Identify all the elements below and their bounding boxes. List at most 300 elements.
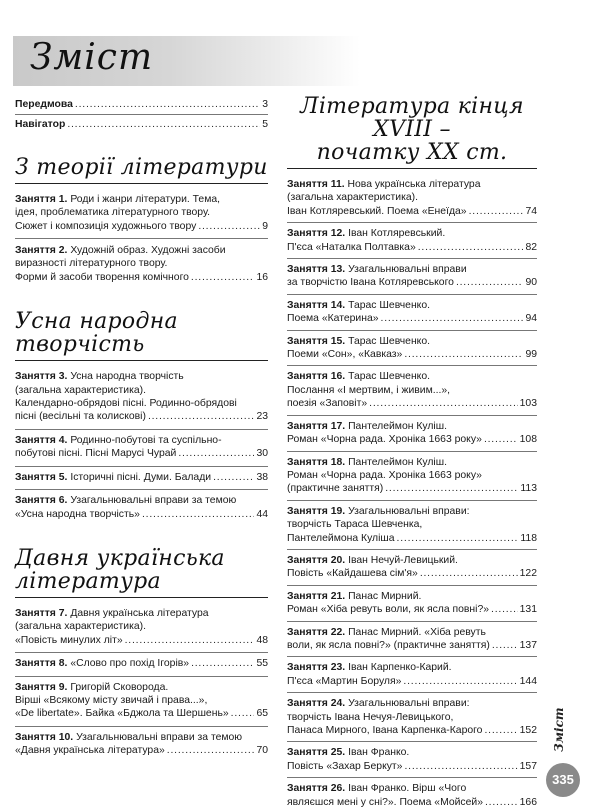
dot-leader	[191, 271, 255, 284]
dot-leader	[67, 118, 260, 131]
entry-page-number: 74	[525, 205, 537, 217]
entry-text: Іван Франко. Вірш «Чого	[348, 783, 467, 795]
entry-page-number: 90	[525, 277, 537, 289]
dot-leader	[167, 744, 255, 757]
entry-text	[287, 675, 401, 688]
entry-lesson-label: Заняття 2.	[15, 245, 68, 257]
entry-title: Повість «Кайдашева сім'я»	[287, 568, 418, 580]
entry-text: Роди і жанри літератури. Тема,	[70, 193, 221, 205]
entry-title: «Давня українська література»	[15, 745, 165, 757]
entry-separator	[15, 652, 268, 653]
entry-page-number: 166	[519, 796, 537, 808]
toc-left-column	[15, 98, 268, 758]
dot-leader	[381, 312, 524, 325]
toc-entry[interactable]	[15, 657, 268, 670]
section-heading	[15, 310, 268, 361]
entry-separator	[15, 676, 268, 677]
toc-entry[interactable]	[15, 434, 268, 461]
toc-entry[interactable]	[287, 746, 537, 773]
entry-lesson-label: Заняття 6.	[15, 495, 68, 507]
entry-text: Іван Франко.	[348, 747, 410, 759]
entry-text: Тарас Шевченко.	[348, 299, 431, 311]
toc-entry[interactable]	[15, 244, 268, 284]
entry-title: Повість «Захар Беркут»	[287, 760, 403, 772]
entry-lesson-label: Заняття 12.	[287, 228, 346, 240]
entry-separator	[287, 585, 537, 586]
toc-entry[interactable]	[15, 98, 268, 111]
entry-title: П'єса «Мартин Боруля»	[287, 675, 402, 687]
dot-leader	[142, 508, 254, 521]
entry-text-line	[287, 746, 537, 759]
entry-separator	[15, 466, 268, 467]
entry-title: являєшся мені у сні?». Поема «Мойсей»	[287, 796, 483, 808]
entry-text: Узагальнювальні вправи за темою	[76, 731, 243, 743]
entry-lesson-label: Заняття 8.	[15, 658, 68, 670]
entry-text: (загальна характеристика).	[15, 621, 146, 633]
dot-leader	[178, 447, 254, 460]
toc-entry[interactable]	[287, 554, 537, 581]
entry-text	[15, 508, 140, 521]
entry-text	[287, 603, 489, 616]
entry-text-line	[287, 711, 537, 724]
entry-page-number: 94	[525, 313, 537, 325]
toc-entry[interactable]	[287, 626, 537, 653]
dot-leader	[456, 276, 524, 289]
entry-text-line	[15, 397, 268, 410]
entry-text	[287, 724, 482, 737]
entry-last-line	[287, 241, 537, 254]
entry-text: Послання «І мертвим, і живим...»,	[287, 384, 451, 396]
toc-entry[interactable]	[287, 590, 537, 617]
dot-leader	[469, 205, 524, 218]
section-heading	[287, 95, 537, 169]
entry-separator	[287, 330, 537, 331]
entry-text: творчість Івана Нечуя-Левицького,	[287, 711, 454, 723]
entry-page-number: 137	[519, 639, 537, 651]
entry-text: Вірші «Всякому місту звичай і права...»,	[15, 694, 208, 706]
entry-text: ідея, проблематика літературного твору.	[15, 207, 210, 219]
entry-text-line	[15, 257, 268, 270]
entry-text-line	[287, 518, 537, 531]
entry-text-line	[15, 494, 268, 507]
entry-last-line	[15, 744, 268, 757]
entry-page-number: 44	[256, 508, 268, 520]
entry-page-number: 30	[256, 448, 268, 460]
section-rule	[15, 597, 268, 598]
entry-last-line	[287, 639, 537, 652]
entry-last-line	[287, 433, 537, 446]
entry-text: Тарас Шевченко.	[348, 371, 431, 383]
entry-text-line	[287, 697, 537, 710]
entry-lesson-label: Заняття 16.	[287, 371, 346, 383]
entry-last-line	[287, 482, 537, 495]
entry-text-line	[15, 620, 268, 633]
toc-entry[interactable]	[15, 193, 268, 233]
entry-text-line	[287, 782, 537, 795]
entry-title: «Повість минулих літ»	[15, 634, 123, 646]
entry-text	[15, 657, 189, 670]
dot-leader	[198, 220, 260, 233]
entry-last-line	[287, 532, 537, 545]
entry-text: Роман «Чорна рада. Хроніка 1663 року»	[287, 469, 482, 481]
toc-entry[interactable]	[15, 370, 268, 424]
entry-text-line	[287, 554, 537, 567]
entry-separator	[287, 415, 537, 416]
entry-text: Пантелеймон Куліш.	[348, 456, 447, 468]
entry-text-line	[15, 193, 268, 206]
entry-separator	[287, 656, 537, 657]
entry-page-number: 82	[525, 241, 537, 253]
toc-entry[interactable]	[15, 118, 268, 131]
entry-text-line	[287, 370, 537, 383]
entry-page-number: 65	[256, 708, 268, 720]
entry-text-line	[287, 505, 537, 518]
entry-text: Узагальнювальні вправи:	[348, 505, 470, 517]
toc-entry[interactable]	[287, 456, 537, 496]
entry-text-line	[287, 263, 537, 276]
entry-separator	[15, 429, 268, 430]
entry-text-line	[15, 731, 268, 744]
entry-separator	[287, 365, 537, 366]
toc-entry[interactable]	[287, 178, 537, 218]
entry-page-number: 5	[262, 119, 268, 131]
entry-text: Узагальнювальні вправи за темою	[70, 495, 237, 507]
entry-page-number: 23	[256, 411, 268, 423]
entry-title: «Слово про похід Ігорів»	[70, 658, 190, 670]
entry-text-line	[287, 191, 537, 204]
dot-leader	[492, 639, 518, 652]
entry-lesson-label: Заняття 1.	[15, 193, 68, 205]
entry-title: за творчістю Івана Котляревського	[287, 277, 454, 289]
entry-text: Календарно-обрядові пісні. Родинно-обрядові	[15, 398, 237, 410]
entry-lesson-label: Передмова	[15, 99, 73, 110]
toc-entry[interactable]	[15, 681, 268, 721]
section-title-line: початку XX ст.	[316, 140, 508, 165]
entry-last-line	[15, 447, 268, 460]
dot-leader	[418, 241, 524, 254]
section-title-line: З теорії літератури	[15, 154, 268, 180]
section-rule	[15, 360, 268, 361]
entry-separator	[15, 726, 268, 727]
entry-last-line	[15, 271, 268, 284]
entry-separator	[15, 238, 268, 239]
entry-title: пісні (весільні та колискові)	[15, 411, 146, 423]
entry-separator	[287, 741, 537, 742]
entry-page-number: 70	[256, 745, 268, 757]
toc-entry[interactable]	[287, 505, 537, 545]
dot-leader	[75, 98, 260, 111]
entry-last-line	[15, 657, 268, 670]
dot-leader	[484, 724, 517, 737]
entry-text-line	[287, 335, 537, 348]
entry-title: Пантелеймона Куліша	[287, 532, 395, 544]
entry-text-line	[287, 469, 537, 482]
toc-entry[interactable]	[15, 607, 268, 647]
toc-entry[interactable]	[287, 420, 537, 447]
dot-leader	[369, 397, 518, 410]
entry-lesson-label: Заняття 26.	[287, 783, 346, 795]
entry-last-line	[15, 508, 268, 521]
toc-entry[interactable]	[287, 370, 537, 410]
entry-lesson-label: Заняття 22.	[287, 626, 346, 638]
entry-text-line	[287, 227, 537, 240]
entry-text	[287, 312, 379, 325]
toc-entry[interactable]	[287, 782, 537, 809]
toc-entry[interactable]	[15, 731, 268, 758]
entry-lesson-label: Заняття 25.	[287, 747, 346, 759]
entry-title: П'єса «Наталка Полтавка»	[287, 241, 416, 253]
entry-text: Іван Карпенко-Карий.	[348, 662, 452, 674]
entry-page-number: 118	[520, 532, 537, 544]
page-title: Зміст	[30, 37, 154, 78]
section-title-line: література	[15, 568, 161, 594]
entry-text-line	[15, 244, 268, 257]
entry-text	[287, 760, 402, 773]
toc-entry[interactable]	[15, 494, 268, 521]
entry-title: воли, як ясла повні?» (практичне заняття)	[287, 639, 490, 651]
entry-text	[15, 118, 65, 131]
dot-leader	[213, 471, 254, 484]
entry-page-number: 16	[256, 271, 268, 283]
entry-text: Іван Нечуй-Левицький.	[348, 554, 458, 566]
entry-page-number: 157	[519, 760, 537, 772]
dot-leader	[420, 567, 518, 580]
side-label: Зміст	[552, 707, 566, 752]
section-heading	[15, 547, 268, 598]
entry-text	[287, 567, 418, 580]
entry-last-line	[287, 675, 537, 688]
entry-lesson-label: Заняття 15.	[287, 335, 346, 347]
entry-title: Панаса Мирного, Івана Карпенка-Карого	[287, 725, 483, 736]
entry-text: Узагальнювальні вправи:	[348, 698, 470, 710]
entry-text-line	[15, 384, 268, 397]
entry-page-number: 9	[262, 220, 268, 232]
entry-title: Іван Котляревський. Поема «Енеїда»	[287, 205, 467, 217]
entry-text: Панас Мирний. «Хіба ревуть	[348, 626, 486, 638]
entry-text: Узагальнювальні вправи	[348, 264, 467, 276]
entry-lesson-label: Навігатор	[15, 119, 66, 131]
entry-title: Історичні пісні. Думи. Балади	[70, 471, 212, 483]
entry-title: «De libertate». Байка «Бджола та Шершень»	[15, 708, 229, 720]
entry-lesson-label: Заняття 7.	[15, 607, 68, 619]
entry-text-line	[287, 384, 537, 397]
entry-text	[15, 271, 189, 284]
entry-text-line	[287, 299, 537, 312]
entry-text	[15, 471, 211, 484]
entry-text	[15, 634, 123, 647]
dot-leader	[125, 634, 255, 647]
entry-text	[287, 433, 482, 446]
entry-last-line	[15, 410, 268, 423]
entry-page-number: 3	[262, 99, 268, 110]
entry-last-line	[287, 567, 537, 580]
entry-text	[15, 220, 196, 233]
entry-text-line	[15, 370, 268, 383]
entry-lesson-label: Заняття 10.	[15, 731, 74, 743]
toc-entry[interactable]	[287, 335, 537, 362]
entry-text	[15, 707, 229, 720]
entry-separator	[287, 621, 537, 622]
entry-last-line	[15, 220, 268, 233]
entry-separator	[287, 549, 537, 550]
entry-title: Форми й засоби творення комічного	[15, 271, 189, 283]
entry-text-line	[287, 590, 537, 603]
entry-separator	[287, 451, 537, 452]
entry-text: Давня українська література	[70, 607, 209, 619]
entry-title: (практичне заняття)	[287, 483, 384, 495]
entry-last-line	[287, 312, 537, 325]
entry-lesson-label: Заняття 19.	[287, 505, 346, 517]
toc-entry[interactable]	[287, 227, 537, 254]
entry-text: Тарас Шевченко.	[348, 335, 431, 347]
entry-last-line	[15, 471, 268, 484]
entry-text	[287, 205, 467, 218]
entry-page-number: 38	[256, 471, 268, 483]
entry-lesson-label: Заняття 4.	[15, 434, 68, 446]
section-title-line: Література кінця XVIII –	[300, 94, 524, 142]
entry-separator	[287, 692, 537, 693]
entry-lesson-label: Заняття 18.	[287, 456, 346, 468]
dot-leader	[403, 675, 517, 688]
entry-text	[287, 397, 367, 410]
entry-text-line	[15, 434, 268, 447]
entry-text-line	[15, 206, 268, 219]
section-title-line: Давня українська	[15, 545, 225, 571]
dot-leader	[491, 603, 518, 616]
entry-lesson-label: Заняття 23.	[287, 662, 346, 674]
entry-lesson-label: Заняття 9.	[15, 681, 68, 693]
entry-separator	[287, 222, 537, 223]
entry-text	[287, 482, 383, 495]
section-rule	[287, 168, 537, 169]
entry-text	[287, 532, 395, 545]
entry-text-line	[15, 681, 268, 694]
entry-last-line	[287, 276, 537, 289]
entry-text: Пантелеймон Куліш.	[348, 420, 447, 432]
entry-text: (загальна характеристика).	[15, 384, 146, 396]
entry-page-number: 108	[519, 434, 537, 446]
entry-separator	[15, 114, 268, 115]
section-rule	[15, 183, 268, 184]
entry-text: Усна народна творчість	[70, 371, 184, 383]
entry-lesson-label: Заняття 11.	[287, 179, 345, 190]
entry-text	[15, 447, 176, 460]
section-heading	[15, 156, 268, 184]
entry-page-number: 144	[519, 675, 537, 687]
entry-separator	[15, 489, 268, 490]
entry-text: (загальна характеристика).	[287, 192, 418, 204]
entry-separator	[287, 258, 537, 259]
dot-leader	[231, 707, 255, 720]
entry-lesson-label: Заняття 17.	[287, 420, 346, 432]
toc-entry[interactable]	[15, 471, 268, 484]
entry-text-line	[287, 456, 537, 469]
entry-last-line	[287, 397, 537, 410]
entry-page-number: 48	[256, 634, 268, 646]
entry-page-number: 122	[519, 568, 537, 580]
entry-text: Григорій Сковорода.	[70, 681, 169, 693]
entry-text-line	[287, 178, 537, 191]
dot-leader	[385, 482, 518, 495]
dot-leader	[397, 532, 519, 545]
entry-separator	[287, 294, 537, 295]
entry-lesson-label: Заняття 13.	[287, 264, 346, 276]
entry-title: поезія «Заповіт»	[287, 398, 368, 410]
entry-lesson-label: Заняття 5.	[15, 471, 68, 483]
entry-text	[15, 410, 146, 423]
entry-text	[15, 98, 73, 111]
entry-text	[287, 348, 402, 361]
entry-title: Сюжет і композиція художнього твору	[15, 220, 197, 232]
entry-page-number: 152	[519, 725, 537, 736]
entry-text: виразності літературного твору.	[15, 258, 168, 270]
entry-text: творчість Тараса Шевченка,	[287, 519, 423, 531]
entry-text: Панас Мирний.	[348, 590, 422, 602]
dot-leader	[148, 410, 255, 423]
entry-last-line	[287, 348, 537, 361]
entry-lesson-label: Заняття 24.	[287, 698, 346, 710]
entry-text	[287, 276, 454, 289]
toc-entry[interactable]	[287, 263, 537, 290]
dot-leader	[404, 348, 523, 361]
entry-title: Роман «Чорна рада. Хроніка 1663 року»	[287, 434, 482, 446]
entry-title: Поеми «Сон», «Кавказ»	[287, 349, 403, 361]
page-number: 335	[546, 763, 580, 797]
entry-separator	[287, 777, 537, 778]
entry-last-line	[15, 707, 268, 720]
entry-last-line	[15, 118, 268, 131]
entry-text: Нова українська література	[347, 179, 481, 190]
entry-text-line	[287, 420, 537, 433]
entry-text	[287, 241, 416, 254]
entry-page-number: 99	[525, 349, 537, 361]
entry-text: Художній образ. Художні засоби	[70, 245, 226, 257]
entry-text-line	[15, 694, 268, 707]
entry-last-line	[287, 724, 537, 737]
entry-last-line	[15, 634, 268, 647]
entry-page-number: 103	[519, 398, 537, 410]
toc-entry[interactable]	[287, 299, 537, 326]
entry-separator	[287, 500, 537, 501]
entry-lesson-label: Заняття 20.	[287, 554, 346, 566]
entry-page-number: 113	[520, 483, 537, 495]
dot-leader	[404, 760, 517, 773]
entry-title: побутові пісні. Пісні Марусі Чурай	[15, 448, 177, 460]
toc-entry[interactable]	[287, 661, 537, 688]
entry-title: «Усна народна творчість»	[15, 508, 140, 520]
entry-text	[15, 744, 165, 757]
entry-text: Родинно-побутові та суспільно-	[70, 434, 222, 446]
entry-page-number: 131	[519, 604, 537, 616]
entry-title: Роман «Хіба ревуть воли, як ясла повні?»	[287, 604, 490, 616]
entry-text-line	[287, 661, 537, 674]
entry-page-number: 55	[256, 658, 268, 670]
entry-title: Поема «Катерина»	[287, 313, 379, 325]
entry-lesson-label: Заняття 21.	[287, 590, 346, 602]
entry-text-line	[287, 626, 537, 639]
entry-text-line	[15, 607, 268, 620]
toc-right-column	[287, 95, 537, 809]
entry-last-line	[287, 760, 537, 773]
entry-lesson-label: Заняття 14.	[287, 299, 346, 311]
dot-leader	[191, 657, 254, 670]
entry-last-line	[15, 98, 268, 111]
entry-last-line	[287, 205, 537, 218]
entry-last-line	[287, 603, 537, 616]
entry-lesson-label: Заняття 3.	[15, 371, 68, 383]
dot-leader	[484, 433, 518, 446]
toc-entry[interactable]	[287, 697, 537, 737]
